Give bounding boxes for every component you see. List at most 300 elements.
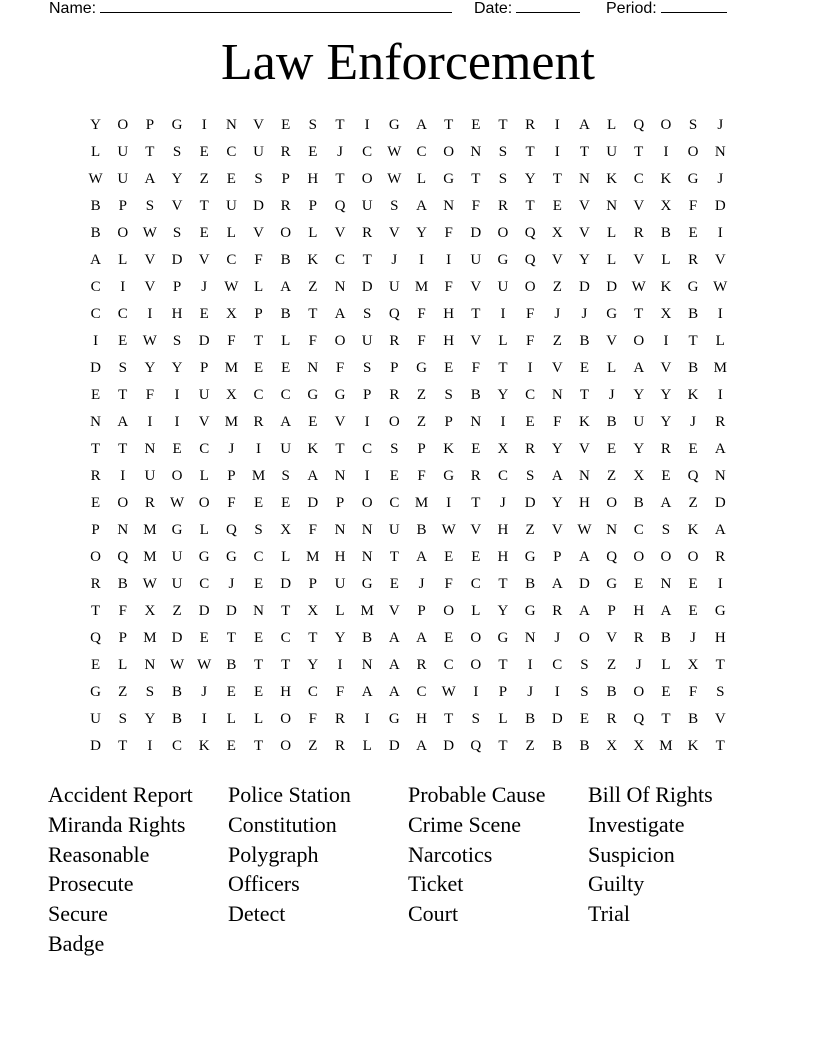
grid-letter: G	[171, 522, 183, 538]
grid-letter: C	[280, 630, 291, 646]
grid-letter: P	[118, 198, 127, 214]
grid-letter: A	[551, 468, 563, 484]
grid-letter: T	[498, 738, 508, 754]
grid-letter: V	[551, 360, 563, 376]
grid-letter: S	[363, 306, 372, 322]
grid-letter: G	[606, 576, 618, 592]
grid-letter: L	[335, 603, 345, 619]
grid-letter: T	[118, 441, 128, 457]
grid-letter: E	[661, 468, 671, 484]
grid-letter: D	[198, 603, 210, 619]
grid-letter: A	[334, 306, 346, 322]
grid-letter: A	[117, 414, 129, 430]
grid-letter: H	[633, 603, 645, 619]
grid-letter: H	[714, 630, 726, 646]
grid-letter: U	[388, 522, 400, 538]
grid-letter: T	[253, 657, 264, 673]
grid-letter: P	[281, 171, 290, 187]
grid-letter: S	[498, 171, 508, 187]
grid-letter: O	[633, 333, 645, 349]
grid-letter: O	[470, 630, 482, 646]
grid-row	[82, 519, 734, 546]
grid-letter: N	[361, 657, 373, 673]
grid-letter: C	[117, 306, 128, 322]
grid-letter: C	[362, 144, 373, 160]
grid-letter: K	[687, 738, 699, 754]
grid-row	[82, 303, 734, 330]
grid-letter: M	[224, 360, 239, 376]
word-bank-item: Bill Of Rights	[588, 782, 713, 807]
grid-letter: T	[525, 198, 535, 214]
grid-letter: C	[226, 144, 237, 160]
grid-letter: P	[335, 495, 345, 511]
grid-letter: T	[552, 171, 562, 187]
grid-letter: O	[388, 414, 400, 430]
grid-letter: U	[361, 333, 373, 349]
grid-letter: G	[524, 603, 536, 619]
grid-row	[82, 168, 734, 195]
grid-letter: T	[498, 576, 508, 592]
grid-letter: C	[443, 657, 454, 673]
grid-letter: V	[334, 225, 346, 241]
grid-letter: I	[364, 414, 370, 430]
grid-letter: W	[441, 522, 456, 538]
grid-letter: L	[226, 711, 236, 727]
grid-letter: K	[660, 171, 672, 187]
grid-letter: B	[579, 333, 590, 349]
grid-letter: X	[633, 468, 645, 484]
grid-letter: A	[660, 603, 672, 619]
grid-letter: R	[552, 603, 563, 619]
grid-letter: O	[660, 117, 672, 133]
grid-letter: Q	[388, 306, 400, 322]
grid-letter: V	[388, 603, 400, 619]
grid-letter: I	[147, 306, 153, 322]
grid-letter: M	[414, 279, 429, 295]
grid-letter: V	[171, 198, 183, 214]
grid-letter: T	[335, 117, 345, 133]
grid-letter: R	[280, 198, 291, 214]
grid-letter: P	[607, 603, 616, 619]
grid-letter: G	[497, 630, 509, 646]
grid-letter: S	[308, 117, 318, 133]
grid-letter: A	[714, 441, 726, 457]
grid-letter: T	[579, 144, 590, 160]
grid-letter: V	[470, 333, 482, 349]
grid-letter: Q	[90, 630, 101, 646]
grid-letter: S	[444, 387, 453, 403]
grid-letter: D	[388, 738, 400, 754]
grid-letter: N	[307, 360, 319, 376]
grid-letter: T	[199, 198, 209, 214]
grid-letter: T	[444, 117, 454, 133]
grid-letter: O	[90, 549, 101, 565]
grid-letter: H	[579, 495, 590, 511]
grid-letter: G	[443, 171, 455, 187]
grid-letter: X	[660, 306, 672, 322]
grid-letter: Q	[633, 711, 645, 727]
grid-letter: G	[416, 360, 427, 376]
grid-letter: F	[308, 522, 318, 538]
grid-letter: T	[389, 549, 399, 565]
grid-letter: Z	[118, 684, 128, 700]
grid-letter: C	[389, 495, 400, 511]
grid-letter: I	[527, 657, 533, 673]
grid-letter: F	[118, 603, 127, 619]
grid-letter: M	[306, 549, 320, 565]
grid-letter: V	[144, 279, 156, 295]
grid-letter: I	[174, 414, 180, 430]
grid-letter: C	[470, 576, 481, 592]
grid-letter: E	[253, 360, 264, 376]
grid-letter: T	[226, 630, 236, 646]
grid-letter: L	[498, 333, 508, 349]
grid-letter: D	[714, 495, 726, 511]
grid-letter: Y	[497, 387, 509, 403]
grid-letter: B	[660, 225, 671, 241]
grid-letter: D	[90, 360, 101, 376]
grid-letter: S	[716, 684, 725, 700]
grid-letter: Q	[633, 117, 645, 133]
grid-letter: V	[551, 522, 563, 538]
grid-letter: B	[416, 522, 427, 538]
grid-letter: I	[473, 684, 479, 700]
grid-letter: W	[631, 279, 646, 295]
grid-letter: S	[525, 468, 535, 484]
grid-letter: N	[524, 630, 536, 646]
grid-letter: P	[308, 198, 318, 214]
grid-letter: N	[225, 117, 237, 133]
grid-letter: B	[90, 198, 101, 214]
grid-row	[82, 627, 734, 654]
word-bank-item: Crime Scene	[408, 811, 522, 837]
grid-row	[82, 438, 734, 465]
grid-letter: Z	[199, 171, 209, 187]
grid-letter: Q	[470, 738, 482, 754]
grid-letter: T	[118, 387, 128, 403]
grid-letter: S	[580, 684, 589, 700]
grid-letter: F	[688, 684, 698, 700]
grid-letter: J	[527, 684, 534, 700]
grid-letter: T	[471, 306, 481, 322]
grid-letter: E	[253, 630, 264, 646]
grid-letter: J	[690, 630, 697, 646]
grid-letter: N	[551, 387, 563, 403]
grid-letter: W	[224, 279, 239, 295]
word-bank-item: Guilty	[588, 871, 645, 897]
grid-letter: G	[714, 603, 726, 619]
grid-letter: Q	[687, 468, 699, 484]
grid-letter: S	[145, 198, 155, 214]
grid-letter: N	[90, 414, 101, 430]
grid-letter: Y	[171, 360, 183, 376]
grid-letter: D	[714, 198, 726, 214]
grid-letter: C	[280, 387, 291, 403]
grid-letter: R	[633, 225, 644, 241]
grid-letter: W	[169, 495, 185, 511]
grid-letter: S	[498, 144, 508, 160]
grid-letter: O	[280, 225, 292, 241]
grid-letter: O	[633, 549, 645, 565]
grid-letter: A	[307, 468, 319, 484]
name-field	[49, 0, 452, 18]
grid-letter: L	[607, 225, 617, 241]
grid-letter: Y	[660, 387, 672, 403]
grid-letter: E	[579, 711, 590, 727]
grid-letter: L	[607, 252, 617, 268]
grid-letter: H	[280, 684, 292, 700]
grid-letter: V	[198, 252, 210, 268]
grid-letter: P	[553, 549, 562, 565]
grid-letter: D	[606, 279, 618, 295]
word-bank-item: Secure	[48, 901, 108, 927]
grid-letter: Z	[172, 603, 182, 619]
grid-letter: C	[199, 441, 210, 457]
word-bank-item: Polygraph	[228, 841, 319, 867]
grid-letter: L	[90, 144, 101, 160]
grid-letter: R	[688, 252, 699, 268]
grid-letter: E	[471, 117, 481, 133]
grid-letter: Y	[660, 414, 672, 430]
grid-row	[82, 330, 734, 357]
grid-letter: L	[416, 171, 427, 187]
grid-letter: V	[633, 198, 645, 214]
grid-letter: A	[416, 738, 427, 754]
grid-letter: C	[335, 252, 346, 268]
word-bank-item: Constitution	[228, 811, 337, 837]
grid-letter: Y	[144, 360, 156, 376]
grid-letter: F	[471, 198, 480, 214]
grid-letter: G	[171, 117, 183, 133]
grid-letter: B	[172, 711, 183, 727]
grid-row	[82, 465, 734, 492]
grid-letter: F	[553, 414, 562, 430]
grid-letter: B	[525, 711, 536, 727]
grid-letter: T	[634, 144, 644, 160]
grid-letter: O	[117, 495, 129, 511]
grid-letter: L	[661, 657, 671, 673]
grid-letter: I	[201, 711, 207, 727]
grid-letter: Y	[579, 252, 590, 268]
grid-letter: B	[579, 738, 590, 754]
grid-letter: I	[93, 333, 99, 349]
grid-letter: Y	[524, 171, 536, 187]
grid-letter: M	[713, 360, 727, 376]
grid-letter: U	[334, 576, 346, 592]
grid-letter: O	[633, 684, 645, 700]
grid-letter: K	[660, 279, 672, 295]
grid-letter: V	[579, 441, 590, 457]
grid-letter: X	[551, 225, 563, 241]
grid-letter: M	[224, 414, 239, 430]
grid-letter: E	[688, 225, 698, 241]
grid-letter: R	[525, 117, 536, 133]
word-bank-item: Detect	[228, 901, 286, 927]
grid-letter: M	[143, 549, 157, 565]
grid-letter: E	[688, 441, 698, 457]
grid-letter: T	[253, 738, 264, 754]
grid-letter: S	[580, 657, 589, 673]
grid-letter: F	[417, 333, 426, 349]
grid-letter: F	[227, 495, 236, 511]
grid-letter: P	[417, 603, 426, 619]
grid-letter: U	[470, 252, 482, 268]
grid-letter: T	[661, 711, 671, 727]
grid-letter: A	[416, 630, 427, 646]
grid-letter: W	[441, 684, 456, 700]
word-bank-item: Police Station	[228, 782, 351, 807]
grid-letter: O	[497, 225, 509, 241]
grid-letter: R	[715, 549, 726, 565]
grid-letter: A	[388, 630, 400, 646]
grid-letter: R	[90, 468, 101, 484]
grid-letter: Z	[552, 279, 562, 295]
grid-letter: O	[280, 711, 292, 727]
grid-letter: T	[715, 738, 725, 754]
grid-letter: T	[145, 144, 155, 160]
grid-letter: I	[717, 306, 723, 322]
grid-letter: F	[335, 360, 345, 376]
grid-letter: G	[687, 171, 699, 187]
grid-letter: T	[90, 441, 101, 457]
grid-row	[82, 654, 734, 681]
grid-letter: T	[308, 306, 318, 322]
grid-row	[82, 573, 734, 600]
grid-letter: W	[142, 576, 157, 592]
grid-letter: H	[171, 306, 183, 322]
grid-letter: P	[227, 468, 236, 484]
grid-letter: T	[90, 603, 101, 619]
grid-letter: Z	[416, 387, 427, 403]
period-field	[606, 0, 727, 18]
grid-letter: N	[579, 171, 590, 187]
grid-letter: D	[171, 252, 183, 268]
grid-row	[82, 222, 734, 249]
grid-letter: I	[554, 117, 560, 133]
grid-row	[82, 708, 734, 735]
grid-letter: K	[443, 441, 455, 457]
grid-letter: Y	[334, 630, 346, 646]
grid-letter: Y	[633, 387, 645, 403]
grid-letter: U	[144, 468, 156, 484]
word-bank-item: Officers	[228, 871, 300, 897]
grid-letter: Y	[171, 171, 183, 187]
grid-letter: C	[497, 468, 508, 484]
grid-letter: D	[307, 495, 319, 511]
grid-letter: R	[253, 414, 264, 430]
grid-letter: D	[524, 495, 536, 511]
worksheet-header	[49, 0, 749, 20]
word-bank-item: Miranda Rights	[48, 811, 186, 837]
grid-letter: R	[606, 711, 617, 727]
grid-letter: N	[144, 657, 156, 673]
grid-letter: O	[334, 333, 346, 349]
grid-letter: N	[606, 198, 618, 214]
grid-letter: S	[363, 360, 372, 376]
grid-letter: U	[388, 279, 400, 295]
grid-letter: B	[90, 225, 101, 241]
grid-letter: O	[443, 144, 455, 160]
grid-letter: R	[470, 468, 481, 484]
grid-letter: R	[362, 225, 373, 241]
grid-letter: I	[201, 117, 207, 133]
grid-letter: R	[715, 414, 726, 430]
grid-letter: L	[253, 279, 264, 295]
grid-letter: J	[500, 495, 506, 511]
grid-letter: O	[470, 657, 482, 673]
page-title: Law Enforcement	[221, 34, 595, 91]
grid-letter: E	[444, 360, 454, 376]
grid-row	[82, 195, 734, 222]
grid-letter: A	[579, 117, 590, 133]
grid-letter: V	[660, 360, 672, 376]
grid-letter: F	[444, 279, 453, 295]
grid-letter: Q	[524, 252, 536, 268]
grid-letter: I	[663, 333, 669, 349]
grid-letter: W	[387, 171, 402, 187]
grid-letter: Z	[552, 333, 562, 349]
grid-letter: V	[144, 252, 156, 268]
grid-letter: O	[579, 630, 590, 646]
grid-letter: I	[174, 387, 180, 403]
grid-row	[82, 681, 734, 708]
grid-letter: E	[444, 630, 454, 646]
grid-letter: Y	[551, 495, 563, 511]
grid-letter: R	[525, 441, 536, 457]
grid-letter: C	[307, 684, 318, 700]
name-label: Name:	[49, 0, 97, 17]
grid-letter: D	[171, 630, 183, 646]
grid-letter: E	[199, 306, 209, 322]
grid-letter: E	[308, 144, 318, 160]
grid-letter: C	[253, 549, 264, 565]
grid-letter: E	[253, 576, 264, 592]
grid-letter: C	[90, 306, 101, 322]
grid-letter: B	[552, 738, 563, 754]
grid-letter: Y	[144, 711, 156, 727]
grid-letter: Y	[551, 441, 563, 457]
grid-letter: J	[717, 117, 724, 133]
grid-letter: L	[118, 252, 128, 268]
grid-letter: R	[144, 495, 155, 511]
grid-letter: R	[335, 711, 346, 727]
grid-letter: S	[172, 144, 182, 160]
grid-letter: J	[337, 144, 343, 160]
date-label: Date:	[474, 0, 513, 17]
grid-letter: E	[281, 117, 291, 133]
grid-letter: S	[390, 198, 399, 214]
grid-row	[82, 357, 734, 384]
grid-letter: Z	[525, 738, 535, 754]
grid-letter: N	[714, 468, 726, 484]
word-bank-item: Investigate	[588, 811, 685, 837]
grid-letter: D	[253, 198, 264, 214]
grid-letter: Z	[308, 279, 318, 295]
grid-letter: L	[226, 225, 236, 241]
grid-letter: B	[688, 360, 699, 376]
date-blank-line	[516, 0, 580, 13]
grid-letter: C	[416, 684, 427, 700]
grid-letter: N	[579, 468, 590, 484]
grid-letter: U	[171, 549, 183, 565]
grid-letter: T	[335, 171, 345, 187]
grid-letter: E	[199, 630, 209, 646]
grid-letter: C	[90, 279, 101, 295]
grid-letter: K	[606, 171, 618, 187]
grid-letter: E	[226, 738, 236, 754]
grid-letter: I	[717, 387, 723, 403]
grid-letter: S	[254, 522, 263, 538]
